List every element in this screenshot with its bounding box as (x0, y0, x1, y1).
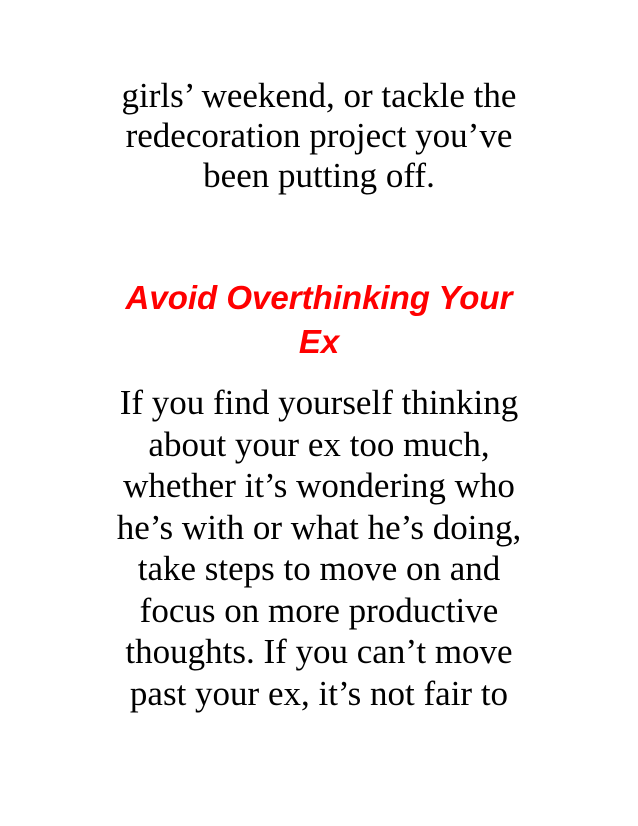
paragraph-line: been putting off. (203, 156, 435, 195)
paragraph-line: past your ex, it’s not fair to (129, 673, 509, 713)
paragraph-line: girls’ weekend, or tackle the (121, 76, 517, 115)
heading-line: Avoid Overthinking Your (125, 279, 513, 316)
paragraph-line: If you find yourself thinking (119, 383, 519, 422)
paragraph-line: he’s with or what he’s doing, (116, 507, 522, 547)
paragraph-line: thoughts. If you can’t move (125, 632, 513, 671)
paragraph-line: about your ex too much, (148, 424, 490, 464)
body-paragraph (80, 382, 558, 714)
paragraph-line: focus on more productive (139, 590, 499, 630)
heading-line: Ex (298, 323, 340, 360)
section-heading (80, 276, 558, 364)
paragraph-line: whether it’s wondering who (123, 466, 515, 505)
continuation-paragraph (80, 76, 558, 196)
paragraph-line: redecoration project you’ve (125, 116, 513, 155)
paragraph-line: take steps to move on and (137, 549, 501, 588)
